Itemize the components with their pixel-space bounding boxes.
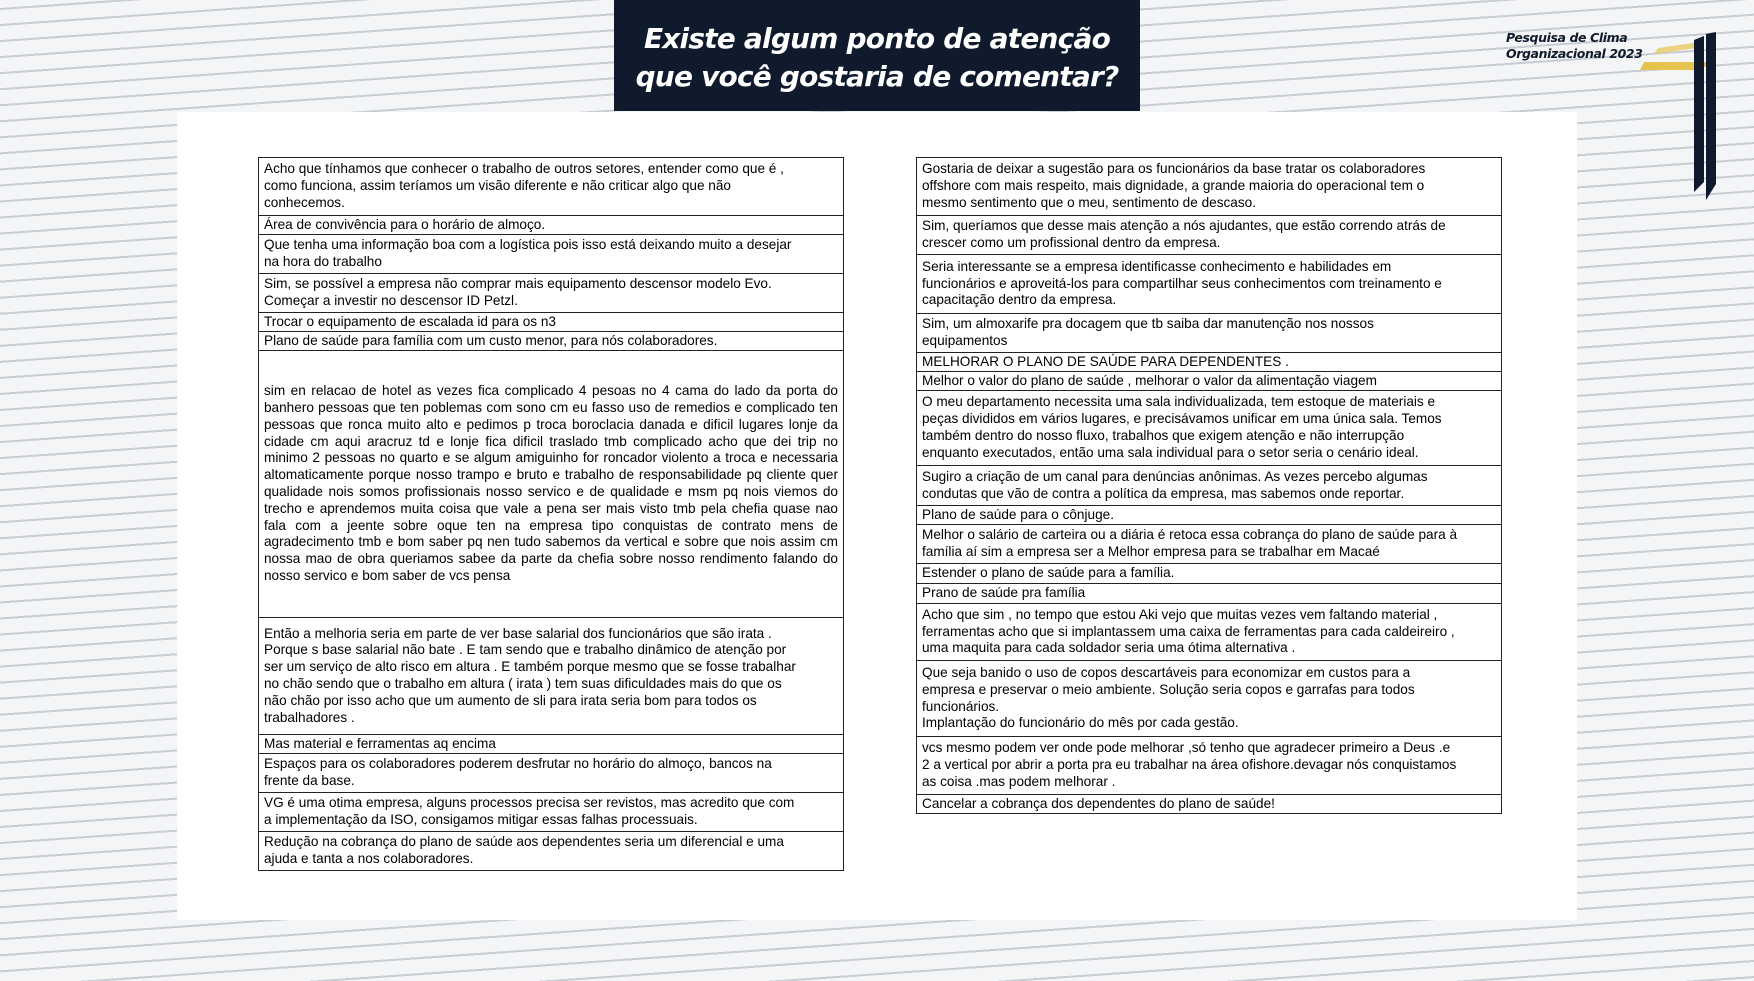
comment-row: Cancelar a cobrança dos dependentes do plano de saúde!: [917, 795, 1501, 814]
right-comment-table: [916, 157, 1502, 814]
comment-row: Estender o plano de saúde para a família.: [917, 564, 1501, 584]
comment-row: Então a melhoria seria em parte de ver base salarial dos funcionários que são irata . Porque s base salarial não bate . E tam sendo que e trabalho dinâmico de atenção por ser um serviço de alto risco em altura . E também porque mesmo que se fosse trabalhar no chão sendo que o trabalho em altura ( irata ) tem suas dificuldades mais do que os não chão por isso acho que um aumento de sli para irata seria bom para todos os trabalhadores .: [259, 618, 843, 735]
comment-row: Sugiro a criação de um canal para denúncias anônimas. As vezes percebo algumas condutas que vão de contra a política da empresa, mas sabemos onde reportar.: [917, 466, 1501, 506]
comment-row: Sim, queríamos que desse mais atenção a nós ajudantes, que estão correndo atrás de crescer como um profissional dentro da empresa.: [917, 216, 1501, 255]
comment-row: Acho que sim , no tempo que estou Aki vejo que muitas vezes vem faltando material , ferramentas acho que si implantassem uma caixa de ferramentas para cada caldeireiro , uma maquita para cada soldador seria uma ótima alternativa .: [917, 604, 1501, 661]
title-line-2: que você gostaria de comentar?: [635, 59, 1119, 93]
content-panel: [177, 112, 1577, 920]
comment-row: vcs mesmo podem ver onde pode melhorar ,só tenho que agradecer primeiro a Deus .e 2 a vertical por abrir a porta pra eu trabalhar na área ofishore.devagar nós conquistamos as coisa .mas podem melhorar .: [917, 737, 1501, 795]
comment-row: Gostaria de deixar a sugestão para os funcionários da base tratar os colaboradores offshore com mais respeito, mais dignidade, a grande maioria do operacional tem o mesmo sentimento que o meu, sentimento de descaso.: [917, 158, 1501, 216]
brand-line-2: Organizacional 2023: [1506, 46, 1643, 61]
title-line-1: Existe algum ponto de atenção: [643, 21, 1111, 55]
survey-brand: [1506, 30, 1643, 62]
comment-row: Mas material e ferramentas aq encima: [259, 735, 843, 754]
comment-row: Melhor o salário de carteira ou a diária é retoca essa cobrança do plano de saúde para à família aí sim a empresa ser a Melhor empresa para se trabalhar em Macaé: [917, 525, 1501, 564]
comment-row: O meu departamento necessita uma sala individualizada, tem estoque de materiais e peças divididos em vários lugares, e precisávamos unificar em uma única sala. Temos também dentro do nosso fluxo, trabalhos que exigem atenção e não interrupção enquanto executados, então uma sala individual para o setor seria o cenário ideal.: [917, 391, 1501, 466]
title-banner: [614, 0, 1140, 111]
comment-row: Espaços para os colaboradores poderem desfrutar no horário do almoço, bancos na frente da base.: [259, 754, 843, 793]
comment-row: Melhor o valor do plano de saúde , melhorar o valor da alimentação viagem: [917, 372, 1501, 391]
comment-row: Acho que tínhamos que conhecer o trabalho de outros setores, entender como que é , como funciona, assim teríamos um visão diferente e não criticar algo que não conhecemos.: [259, 158, 843, 216]
comment-row: Sim, um almoxarife pra docagem que tb saiba dar manutenção nos nossos equipamentos: [917, 314, 1501, 353]
comment-row: Prano de saúde pra família: [917, 584, 1501, 604]
comment-row: sim en relacao de hotel as vezes fica complicado 4 pesoas no 4 cama do lado da porta do banhero pessoas que ten poblemas com sono cm eu fasso uso de remedios e complicado ten pessoas que ronca muito alto e pedimos p troca boroclacia danada e dificil lugares lonje da cidade cm aqui aracruz td e lonje fica dificil traslado tmb complicado acho que dei trip no minimo 2 pessoas no quarto e se algum amiguinho for roncador violento a troca e necessaria altomaticamente porque nosso trampo e bruto e trabalho de responsabilidade pq cliente quer qualidade nois somos profissionais nosso servico e de qualidade e msm pq nois viemos do trecho e aprendemos muita coisa que vale a pena ser mais visto tmb pela chefia quase nao fala com a jeente sobre oque ten na empresa tipo conquistas de contrato mens de agradecimento tmb e bom saber pq nen tudo sabemos da vertical e sobre que nois assim cm nossa mao de obra queriamos sabee da parte da chefia sobre nosso rendimento falando do nosso servico e bom saber de vcs pensa: [259, 351, 843, 618]
comment-row: MELHORAR O PLANO DE SAÚDE PARA DEPENDENTES .: [917, 353, 1501, 372]
comment-row: Plano de saúde para o cônjuge.: [917, 506, 1501, 525]
comment-row: Área de convivência para o horário de almoço.: [259, 216, 843, 235]
brand-line-1: Pesquisa de Clima: [1506, 30, 1628, 45]
slide-title: [636, 16, 1119, 96]
comment-row: Redução na cobrança do plano de saúde aos dependentes seria um diferencial e uma ajuda e tanta a nos colaboradores.: [259, 832, 843, 871]
comment-row: Que tenha uma informação boa com a logística pois isso está deixando muito a desejar na hora do trabalho: [259, 235, 843, 274]
comment-row: Seria interessante se a empresa identificasse conhecimento e habilidades em funcionários e aproveitá-los para compartilhar seus conhecimentos com treinamento e capacitação dentro da empresa.: [917, 255, 1501, 314]
comment-row: Que seja banido o uso de copos descartáveis para economizar em custos para a empresa e preservar o meio ambiente. Solução seria copos e garrafas para todos funcionários. Implantação do funcionário do mês por cada gestão.: [917, 661, 1501, 737]
comment-row: Sim, se possível a empresa não comprar mais equipamento descensor modelo Evo. Começar a investir no descensor ID Petzl.: [259, 274, 843, 313]
left-comment-table: [258, 157, 844, 871]
brand-logo-icon: [1640, 32, 1720, 204]
comment-row: Plano de saúde para família com um custo menor, para nós colaboradores.: [259, 332, 843, 351]
comment-row: Trocar o equipamento de escalada id para os n3: [259, 313, 843, 332]
comment-row: VG é uma otima empresa, alguns processos precisa ser revistos, mas acredito que com a implementação da ISO, consigamos mitigar essas falhas processuais.: [259, 793, 843, 832]
